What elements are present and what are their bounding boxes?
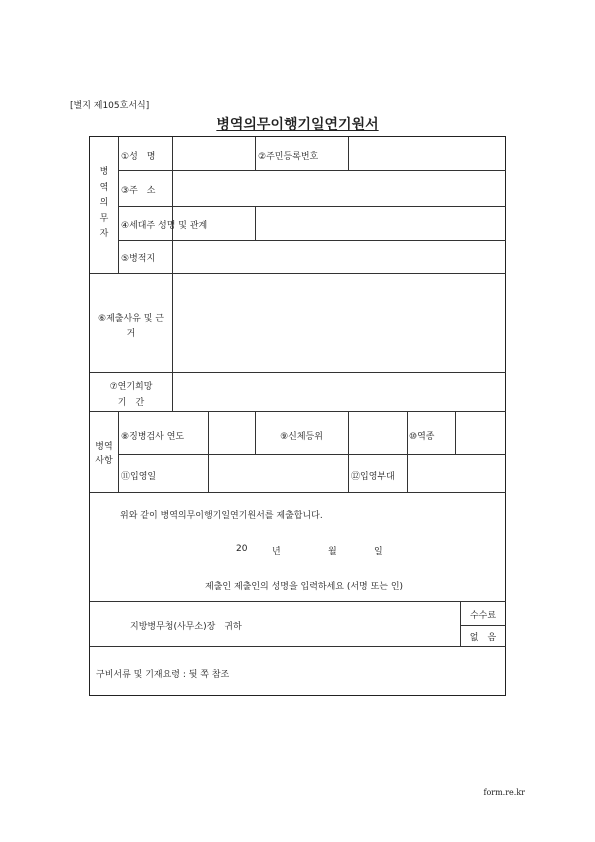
addressee: 지방병무청(사무소)장 귀하 [130, 622, 242, 632]
day-unit: 일 [374, 547, 383, 557]
military-section-label-line2: 사항 [95, 456, 113, 466]
preparation-notes: 구비서류 및 기재요령 : 뒷 쪽 참조 [96, 670, 230, 680]
period-label-line1: ⑦연기희망 [109, 382, 153, 392]
military-registry-label: ⑤병적지 [121, 254, 156, 264]
form-table [89, 136, 506, 696]
resident-id-label: ②주민등록번호 [258, 152, 319, 162]
enlist-date-label: ⑪입영일 [121, 472, 157, 482]
fee-label: 수수료 [469, 611, 497, 621]
exam-year-label: ⑧징병검사 연도 [121, 432, 185, 442]
signature-note: 제출인 제출인의 성명을 입력하세요 (서명 또는 인) [205, 582, 404, 592]
name-label: ①성 명 [121, 152, 156, 162]
period-label-line2: 기 간 [117, 398, 145, 408]
applicant-section-label: 병 역 의 무 자 [99, 167, 109, 239]
military-section-label-line1: 병역 [95, 442, 113, 452]
householder-label: ④세대주 성명 및 관계 [121, 221, 208, 231]
form-number: [별지 제105호서식] [70, 101, 150, 111]
service-type-label: ⑩역종 [409, 432, 435, 442]
fee-value: 없 음 [469, 633, 497, 643]
source-footer: form.re.kr [483, 788, 525, 797]
enlist-unit-label: ⑫입영부대 [351, 472, 395, 482]
reason-label-line2: 거 [126, 329, 136, 339]
date-year: 20 [236, 544, 248, 554]
physical-grade-label: ⑨신체등위 [280, 432, 323, 442]
declaration-statement: 위와 같이 병역의무이행기일연기원서를 제출합니다. [120, 511, 323, 521]
reason-label-line1: ⑥제출사유 및 근 [98, 314, 164, 324]
address-label: ③주 소 [121, 186, 156, 196]
month-unit: 월 [328, 547, 337, 557]
year-unit: 년 [272, 547, 281, 557]
form-title: 병역의무이행기일연기원서 [216, 117, 379, 133]
